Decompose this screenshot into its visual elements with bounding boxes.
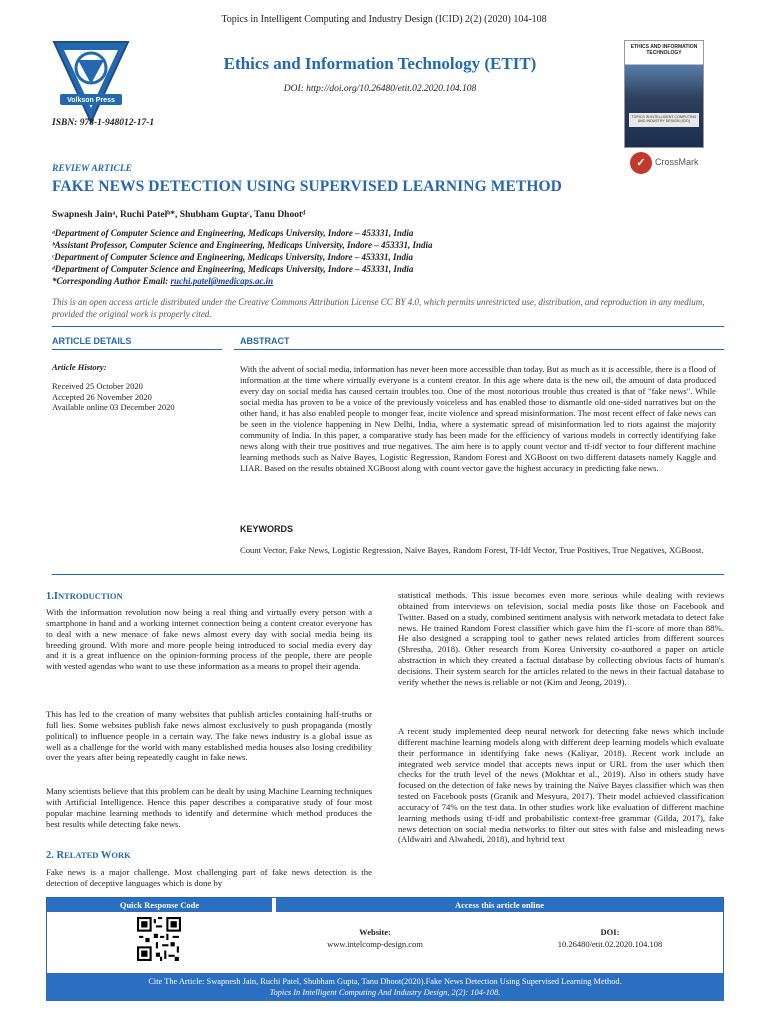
article-details-heading: ARTICLE DETAILS xyxy=(52,336,132,346)
available-date: Available online 03 December 2020 xyxy=(52,402,175,412)
citation-text: Cite The Article: Swapnesh Jain, Ruchi Patel, Shubham Gupta, Tanu Dhoot(2020).Fake News Detection Using Supervised Learning Method. xyxy=(148,977,622,986)
article-history-label: Article History: xyxy=(52,362,107,372)
affiliation-d: ᵈDepartment of Computer Science and Engineering, Medicaps University, Indore – 453331, India xyxy=(52,264,414,274)
divider xyxy=(52,574,724,575)
access-heading: Access this article online xyxy=(276,898,723,912)
qr-code-icon[interactable] xyxy=(137,917,181,961)
article-history xyxy=(52,381,175,413)
intro-initial: I xyxy=(53,591,58,602)
intro-rest: NTRODUCTION xyxy=(57,591,123,601)
website-link[interactable]: www.intelcomp-design.com xyxy=(327,939,423,949)
crossmark-icon: ✓ xyxy=(630,152,652,174)
author-list: Swapnesh Jainᵃ, Ruchi Patelᵇ*, Shubham Guptaᶜ, Tanu Dhootᵈ xyxy=(52,210,306,220)
divider xyxy=(234,349,724,350)
related-number: 2. xyxy=(46,850,54,861)
doi-value[interactable]: 10.26480/etit.02.2020.104.108 xyxy=(557,939,663,949)
divider xyxy=(52,349,222,350)
running-header: Topics in Intelligent Computing and Industry Design (ICID) 2(2) (2020) 104-108 xyxy=(221,14,547,25)
article-type-label: REVIEW ARTICLE xyxy=(52,164,132,174)
journal-title: Ethics and Information Technology (ETIT) xyxy=(223,54,537,73)
related-initial-1: R xyxy=(56,850,65,861)
logo-text: Volkson Press xyxy=(67,97,115,104)
publisher-logo xyxy=(50,38,132,126)
section-heading-related-work xyxy=(46,850,131,861)
divider xyxy=(52,326,724,327)
citation-journal: Topics In Intelligent Computing And Industry Design, 2(2): 104-108. xyxy=(269,988,501,997)
crossmark-badge[interactable] xyxy=(630,152,706,176)
doi-link[interactable]: DOI: http://doi.org/10.26480/etit.02.2020.104.108 xyxy=(283,84,477,94)
received-date: Received 25 October 2020 xyxy=(52,381,143,391)
affiliation-b: ᵇAssistant Professor, Computer Science and Engineering, Medicaps University, Indore – 453331, India xyxy=(52,240,433,250)
doi-label: DOI: xyxy=(600,927,620,937)
paragraph: Many scientists believe that this problem can be dealt by using Machine Learning techniques with Artificial Intelligence. Hence this paper describes a comparative study of four most popular machine learning methods to identify and determine which method produces the best results while detecting fake news. xyxy=(46,786,372,829)
isbn: ISBN: 978-1-948012-17-1 xyxy=(52,118,155,128)
intro-number: 1. xyxy=(46,591,54,602)
paragraph: statistical methods. This issue becomes even more serious while dealing with reviews obtained from interviews on television, social media posts like those on Facebook and Twitter. Based on a study, combined sentiment analysis with network metadata to detect fake news. He trained Random Forest classifier which gave him the f1-score of more than 88%. He also designed a scrapping tool to gather news related articles from different sources (Shrestha, 2018). Other research from Korea University co-authored a paper on article abstraction in which they created a factual database by collecting obvious facts of human's decisions. Their system search for the articles related to the news in their factual database to verify whether the news is reliable or not (Kim and Jeong, 2019). xyxy=(398,590,724,687)
related-rest-1: ELATED xyxy=(64,850,99,860)
keywords-heading: KEYWORDS xyxy=(240,524,294,534)
license-statement: This is an open access article distributed under the Creative Commons Attribution License CC BY 4.0, which permits unrestricted use, distribution, and reproduction in any medium, provided the original work is properly cited. xyxy=(52,297,705,319)
abstract-heading: ABSTRACT xyxy=(240,336,290,346)
corresponding-email-link[interactable]: ruchi.patel@medicaps.ac.in xyxy=(170,276,274,286)
section-heading-introduction xyxy=(46,591,123,602)
paragraph: With the information revolution now being a real thing and virtually every person with a smartphone in hand and a working internet connection being a content creator everyone has to deal with a new menace of fake news almost every day with social media being its breeding ground. With more and more people being introduced to social media every day and it is a great influence on the opinion-forming process of the people, there are people with vested agendas who want to use these information as a means to propel their agenda. xyxy=(46,607,372,672)
related-initial-2: W xyxy=(100,850,112,861)
cover-title: ETHICS AND INFORMATION TECHNOLOGY xyxy=(630,44,698,56)
affiliations xyxy=(52,227,433,287)
corresponding-author xyxy=(52,275,433,287)
citation-bar xyxy=(46,973,724,1001)
cover-subtitle: TOPICS IN INTELLIGENT COMPUTING AND INDUSTRY DESIGN (ICID) xyxy=(629,113,699,127)
website-label: Website: xyxy=(359,927,391,937)
corresponding-label: *Corresponding Author Email: xyxy=(52,276,169,286)
crossmark-label: CrossMark xyxy=(655,157,699,167)
abstract-text: With the advent of social media, information has never been more accessible than today. But as much as it is accessible, there is a flood of information at the time where virtually everyone is a content creator. In this age where data is the new oil, the amount of data produced every day on social media has caused certain troubles too. One of the most notorious trouble thus created is that of "fake news". While social media has proven to be a voice of the previously voiceless and has enabled those to dismantle old one-sided narratives but on the other hand, it has also enabled people to monger fear, incite violence and spread misinformation. The most recent effect of fake news can be seen in the violence happening in New Delhi, India, where a systematic spread of misinformation led to riots against the majority community of India. In this paper, a comparative study has been made for the efficiency of various models in correctly identifying fake news along with their true positives and true negatives. The aim here is to apply count vector and tf-idf vector to four different machine learning methods such as Naïve Bayes, Logistic Regression, Random Forest and XGBoost on two different datasets namely Kaggle and LIAR. Based on the results obtained XGBoost along with count vector gave the highest accuracy in predicting fake news. xyxy=(240,364,716,474)
accepted-date: Accepted 26 November 2020 xyxy=(52,391,152,402)
paragraph: A recent study implemented deep neural network for detecting fake news which include different machine learning models along with different deep learning models which evaluate their performance in identifying fake news (Kaliyar, 2018). Recent work include an integrated web service model that accepts news input or URL from the user which then checks for the truth level of the news (Mokhtar et al., 2019). Also in others study have focused on the detection of fake news by training the Naïve Bayes classifier which was then tested on Facebook posts (Granik and Mesyura, 2017). Their model achieved classification accuracy of 74% on the test data. In other studies work like evaluation of different machine learning methods using tf-idf and probabilistic context-free grammar (Gilda, 2017), fake news detection on social media networks to filter out sites with false and misleading news (Aldwairi and Alwahedi, 2018), and hybrid text xyxy=(398,726,724,845)
affiliation-c: ᶜDepartment of Computer Science and Engineering, Medicaps University, Indore – 453331, India xyxy=(52,252,413,262)
paragraph: Fake news is a major challenge. Most challenging part of fake news detection is the detection of deceptive languages which is done by xyxy=(46,867,372,888)
paragraph: This has led to the creation of many websites that publish articles containing half-truths or full lies. Some websites publish fake news almost exclusively to push propaganda (mostly political) to influence people in a certain way. The fake news industry is a global issue as well as a challenge for the world with many established media houses also losing credibility over the years after being repeatedly caught in fake news. xyxy=(46,709,372,763)
qr-heading: Quick Response Code xyxy=(47,898,272,912)
keywords-list: Count Vector, Fake News, Logistic Regression, Naïve Bayes, Random Forest, Tf-Idf Vector, True Positives, True Negatives, XGBoost. xyxy=(240,545,704,555)
affiliation-a: ᵃDepartment of Computer Science and Engineering, Medicaps University, Indore – 453331, India xyxy=(52,228,414,238)
related-rest-2: ORK xyxy=(111,850,131,860)
article-title: FAKE NEWS DETECTION USING SUPERVISED LEARNING METHOD xyxy=(52,178,562,195)
journal-cover-image xyxy=(624,40,704,148)
